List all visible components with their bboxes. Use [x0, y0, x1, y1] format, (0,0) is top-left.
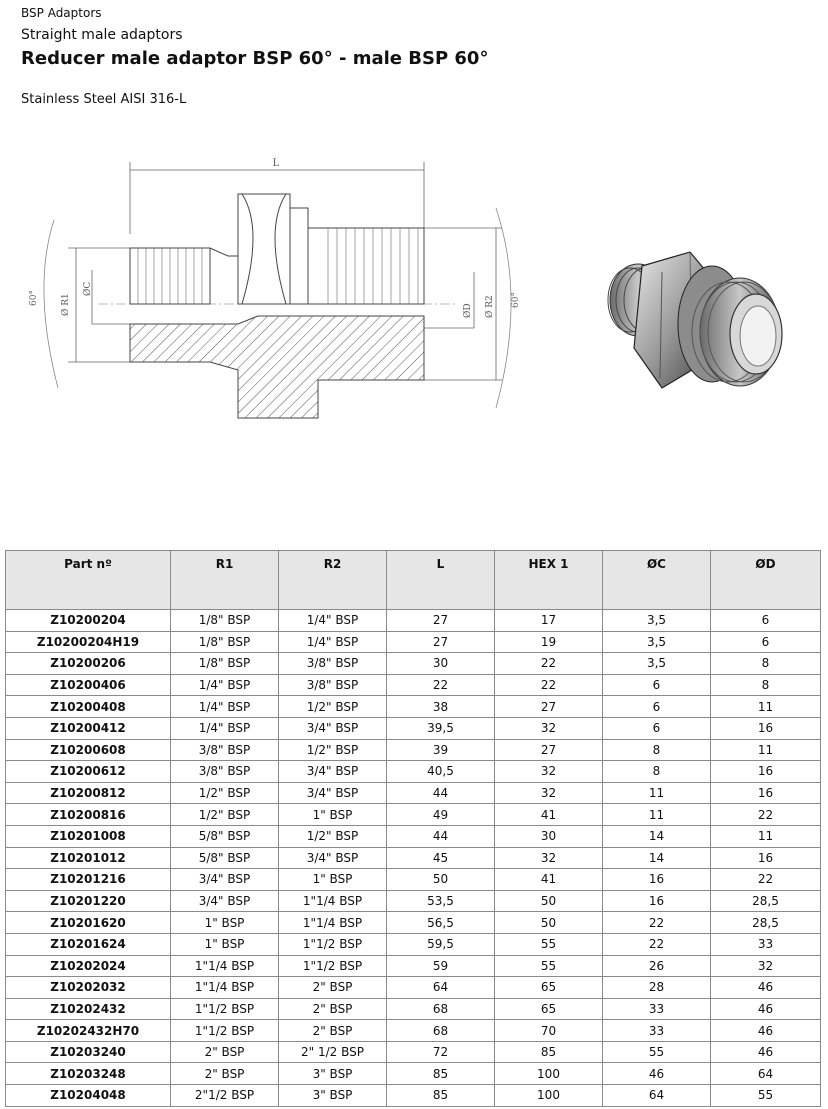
cell-part[interactable]: Z10200206 — [6, 653, 171, 675]
table-row — [6, 912, 821, 934]
cell-part[interactable]: Z10200608 — [6, 739, 171, 761]
cell-hex1: 65 — [495, 998, 603, 1020]
table-row — [6, 933, 821, 955]
c-label: ØC — [83, 281, 93, 296]
cell-hex1: 85 — [495, 1041, 603, 1063]
cell-c: 16 — [603, 890, 711, 912]
cell-hex1: 55 — [495, 955, 603, 977]
cell-r2: 2" BSP — [279, 1020, 387, 1042]
cell-l: 53,5 — [387, 890, 495, 912]
table-row — [6, 1041, 821, 1063]
cell-d: 46 — [711, 998, 821, 1020]
table-body — [6, 610, 821, 1107]
section-view — [130, 316, 424, 418]
table-row — [6, 825, 821, 847]
cell-r1: 1"1/2 BSP — [171, 1020, 279, 1042]
cell-r1: 1"1/4 BSP — [171, 955, 279, 977]
table-row — [6, 847, 821, 869]
cell-r1: 3/4" BSP — [171, 890, 279, 912]
cell-d: 46 — [711, 1041, 821, 1063]
length-label: L — [272, 158, 280, 169]
cell-r2: 2" BSP — [279, 998, 387, 1020]
table-row — [6, 631, 821, 653]
cell-r2: 1" BSP — [279, 804, 387, 826]
cell-r1: 1/4" BSP — [171, 674, 279, 696]
table-header-row — [6, 551, 821, 610]
cell-part[interactable]: Z10204048 — [6, 1085, 171, 1107]
cell-r1: 3/8" BSP — [171, 761, 279, 783]
breadcrumb[interactable]: BSP Adaptors — [21, 6, 102, 20]
angle-label-right: 60° — [511, 292, 521, 308]
cell-hex1: 65 — [495, 977, 603, 999]
cell-l: 39 — [387, 739, 495, 761]
cell-r2: 1"1/2 BSP — [279, 933, 387, 955]
cell-hex1: 17 — [495, 610, 603, 632]
cell-c: 3,5 — [603, 631, 711, 653]
cell-l: 30 — [387, 653, 495, 675]
cell-d: 22 — [711, 804, 821, 826]
cell-part[interactable]: Z10202032 — [6, 977, 171, 999]
cell-d: 16 — [711, 761, 821, 783]
col-header-r1: R1 — [171, 551, 279, 610]
cell-d: 11 — [711, 739, 821, 761]
cell-c: 26 — [603, 955, 711, 977]
cell-r1: 1/4" BSP — [171, 696, 279, 718]
product-photo — [600, 248, 790, 408]
cell-d: 33 — [711, 933, 821, 955]
cell-d: 11 — [711, 825, 821, 847]
cell-d: 8 — [711, 653, 821, 675]
cell-hex1: 50 — [495, 912, 603, 934]
angle-label-left: 60° — [29, 290, 39, 306]
cell-r2: 3/4" BSP — [279, 782, 387, 804]
cell-r1: 1/2" BSP — [171, 804, 279, 826]
cell-r2: 1/2" BSP — [279, 696, 387, 718]
cell-hex1: 41 — [495, 804, 603, 826]
cell-l: 44 — [387, 782, 495, 804]
cell-r1: 1/8" BSP — [171, 610, 279, 632]
cell-part[interactable]: Z10200204H19 — [6, 631, 171, 653]
cell-part[interactable]: Z10201216 — [6, 869, 171, 891]
cell-part[interactable]: Z10202024 — [6, 955, 171, 977]
cell-r1: 2"1/2 BSP — [171, 1085, 279, 1107]
cell-l: 56,5 — [387, 912, 495, 934]
cell-l: 49 — [387, 804, 495, 826]
cell-r2: 1"1/4 BSP — [279, 890, 387, 912]
col-header-hex1: HEX 1 — [495, 551, 603, 610]
cell-part[interactable]: Z10200204 — [6, 610, 171, 632]
cell-l: 85 — [387, 1085, 495, 1107]
table-row — [6, 869, 821, 891]
col-header-r2: R2 — [279, 551, 387, 610]
cell-l: 40,5 — [387, 761, 495, 783]
cell-d: 6 — [711, 631, 821, 653]
table-row — [6, 1063, 821, 1085]
table-row — [6, 610, 821, 632]
cell-r1: 1/8" BSP — [171, 631, 279, 653]
cell-part[interactable]: Z10200812 — [6, 782, 171, 804]
cell-c: 46 — [603, 1063, 711, 1085]
table-row — [6, 717, 821, 739]
cell-r2: 3/4" BSP — [279, 847, 387, 869]
cell-part[interactable]: Z10200816 — [6, 804, 171, 826]
cell-r2: 1"1/4 BSP — [279, 912, 387, 934]
table-row — [6, 761, 821, 783]
cell-d: 32 — [711, 955, 821, 977]
cell-l: 39,5 — [387, 717, 495, 739]
cell-part[interactable]: Z10203240 — [6, 1041, 171, 1063]
cell-r2: 3/4" BSP — [279, 761, 387, 783]
cell-d: 6 — [711, 610, 821, 632]
table-row — [6, 1020, 821, 1042]
cell-l: 50 — [387, 869, 495, 891]
cell-c: 8 — [603, 761, 711, 783]
cell-part[interactable]: Z10200406 — [6, 674, 171, 696]
cell-hex1: 27 — [495, 696, 603, 718]
spec-table — [5, 550, 821, 1107]
cell-hex1: 32 — [495, 761, 603, 783]
cell-r1: 1" BSP — [171, 933, 279, 955]
cell-l: 38 — [387, 696, 495, 718]
cell-c: 14 — [603, 847, 711, 869]
cell-hex1: 32 — [495, 717, 603, 739]
cell-c: 3,5 — [603, 610, 711, 632]
cell-d: 16 — [711, 717, 821, 739]
technical-drawing — [28, 148, 538, 428]
col-header-l: L — [387, 551, 495, 610]
cell-r2: 3/4" BSP — [279, 717, 387, 739]
cell-part[interactable]: Z10203248 — [6, 1063, 171, 1085]
cell-r2: 1/4" BSP — [279, 631, 387, 653]
table-row — [6, 674, 821, 696]
col-header-d: ØD — [711, 551, 821, 610]
table-row — [6, 804, 821, 826]
cell-l: 68 — [387, 998, 495, 1020]
cell-part[interactable]: Z10200408 — [6, 696, 171, 718]
cell-r2: 3" BSP — [279, 1063, 387, 1085]
cell-l: 27 — [387, 631, 495, 653]
cell-r1: 2" BSP — [171, 1041, 279, 1063]
cell-r1: 1/2" BSP — [171, 782, 279, 804]
d-label: ØD — [463, 303, 473, 318]
table-row — [6, 955, 821, 977]
cell-part[interactable]: Z10201624 — [6, 933, 171, 955]
table-row — [6, 739, 821, 761]
cell-hex1: 32 — [495, 847, 603, 869]
cell-r2: 3" BSP — [279, 1085, 387, 1107]
cell-l: 64 — [387, 977, 495, 999]
table-row — [6, 890, 821, 912]
cell-r2: 3/8" BSP — [279, 674, 387, 696]
col-header-part: Part nº — [6, 551, 171, 610]
cell-part[interactable]: Z10200612 — [6, 761, 171, 783]
cell-c: 11 — [603, 804, 711, 826]
cell-r2: 2" 1/2 BSP — [279, 1041, 387, 1063]
cell-c: 55 — [603, 1041, 711, 1063]
cell-c: 28 — [603, 977, 711, 999]
cell-part[interactable]: Z10202432 — [6, 998, 171, 1020]
cell-r2: 1/4" BSP — [279, 610, 387, 632]
cell-hex1: 55 — [495, 933, 603, 955]
cell-c: 22 — [603, 912, 711, 934]
subcategory-title: Straight male adaptors — [21, 27, 183, 43]
cell-c: 6 — [603, 696, 711, 718]
cell-d: 16 — [711, 847, 821, 869]
cell-c: 64 — [603, 1085, 711, 1107]
cell-d: 64 — [711, 1063, 821, 1085]
table-row — [6, 653, 821, 675]
cell-l: 22 — [387, 674, 495, 696]
r2-label: Ø R2 — [485, 295, 495, 318]
cell-part[interactable]: Z10200412 — [6, 717, 171, 739]
material-text: Stainless Steel AISI 316-L — [21, 92, 187, 107]
cell-c: 16 — [603, 869, 711, 891]
cell-d: 16 — [711, 782, 821, 804]
cell-c: 11 — [603, 782, 711, 804]
cell-r1: 5/8" BSP — [171, 847, 279, 869]
cell-l: 27 — [387, 610, 495, 632]
fitting-outline — [130, 194, 424, 304]
cell-part[interactable]: Z10201008 — [6, 825, 171, 847]
cell-part[interactable]: Z10201012 — [6, 847, 171, 869]
cell-hex1: 32 — [495, 782, 603, 804]
cell-c: 22 — [603, 933, 711, 955]
cell-r2: 1/2" BSP — [279, 739, 387, 761]
col-header-c: ØC — [603, 551, 711, 610]
cell-r1: 1"1/2 BSP — [171, 998, 279, 1020]
cell-part[interactable]: Z10201620 — [6, 912, 171, 934]
cell-r1: 3/8" BSP — [171, 739, 279, 761]
cell-l: 59 — [387, 955, 495, 977]
cell-d: 46 — [711, 977, 821, 999]
cell-r2: 2" BSP — [279, 977, 387, 999]
cell-hex1: 50 — [495, 890, 603, 912]
cell-l: 85 — [387, 1063, 495, 1085]
cell-r1: 5/8" BSP — [171, 825, 279, 847]
cell-hex1: 100 — [495, 1063, 603, 1085]
cell-hex1: 41 — [495, 869, 603, 891]
cell-r1: 1" BSP — [171, 912, 279, 934]
cell-r2: 1/2" BSP — [279, 825, 387, 847]
cell-l: 45 — [387, 847, 495, 869]
cell-hex1: 100 — [495, 1085, 603, 1107]
table-row — [6, 782, 821, 804]
cell-d: 46 — [711, 1020, 821, 1042]
cell-l: 68 — [387, 1020, 495, 1042]
cell-r1: 1/4" BSP — [171, 717, 279, 739]
cell-hex1: 70 — [495, 1020, 603, 1042]
cell-l: 44 — [387, 825, 495, 847]
r1-label: Ø R1 — [61, 293, 71, 316]
page-title: Reducer male adaptor BSP 60° - male BSP 60° — [21, 48, 489, 69]
cell-part[interactable]: Z10202432H70 — [6, 1020, 171, 1042]
cell-c: 33 — [603, 998, 711, 1020]
cell-d: 22 — [711, 869, 821, 891]
cell-hex1: 19 — [495, 631, 603, 653]
cell-l: 72 — [387, 1041, 495, 1063]
cell-hex1: 27 — [495, 739, 603, 761]
cell-c: 6 — [603, 717, 711, 739]
cell-r2: 1" BSP — [279, 869, 387, 891]
cell-r1: 2" BSP — [171, 1063, 279, 1085]
cell-d: 28,5 — [711, 890, 821, 912]
table-row — [6, 1085, 821, 1107]
cell-part[interactable]: Z10201220 — [6, 890, 171, 912]
cell-hex1: 22 — [495, 653, 603, 675]
cell-c: 33 — [603, 1020, 711, 1042]
cell-r2: 1"1/2 BSP — [279, 955, 387, 977]
cell-r1: 1/8" BSP — [171, 653, 279, 675]
cell-l: 59,5 — [387, 933, 495, 955]
cell-r2: 3/8" BSP — [279, 653, 387, 675]
table-row — [6, 998, 821, 1020]
cell-hex1: 30 — [495, 825, 603, 847]
cell-r1: 1"1/4 BSP — [171, 977, 279, 999]
cell-c: 3,5 — [603, 653, 711, 675]
cell-c: 6 — [603, 674, 711, 696]
cell-d: 28,5 — [711, 912, 821, 934]
table-row — [6, 977, 821, 999]
cell-hex1: 22 — [495, 674, 603, 696]
cell-d: 8 — [711, 674, 821, 696]
cell-c: 14 — [603, 825, 711, 847]
cell-d: 55 — [711, 1085, 821, 1107]
cell-c: 8 — [603, 739, 711, 761]
table-row — [6, 696, 821, 718]
cell-d: 11 — [711, 696, 821, 718]
cell-r1: 3/4" BSP — [171, 869, 279, 891]
